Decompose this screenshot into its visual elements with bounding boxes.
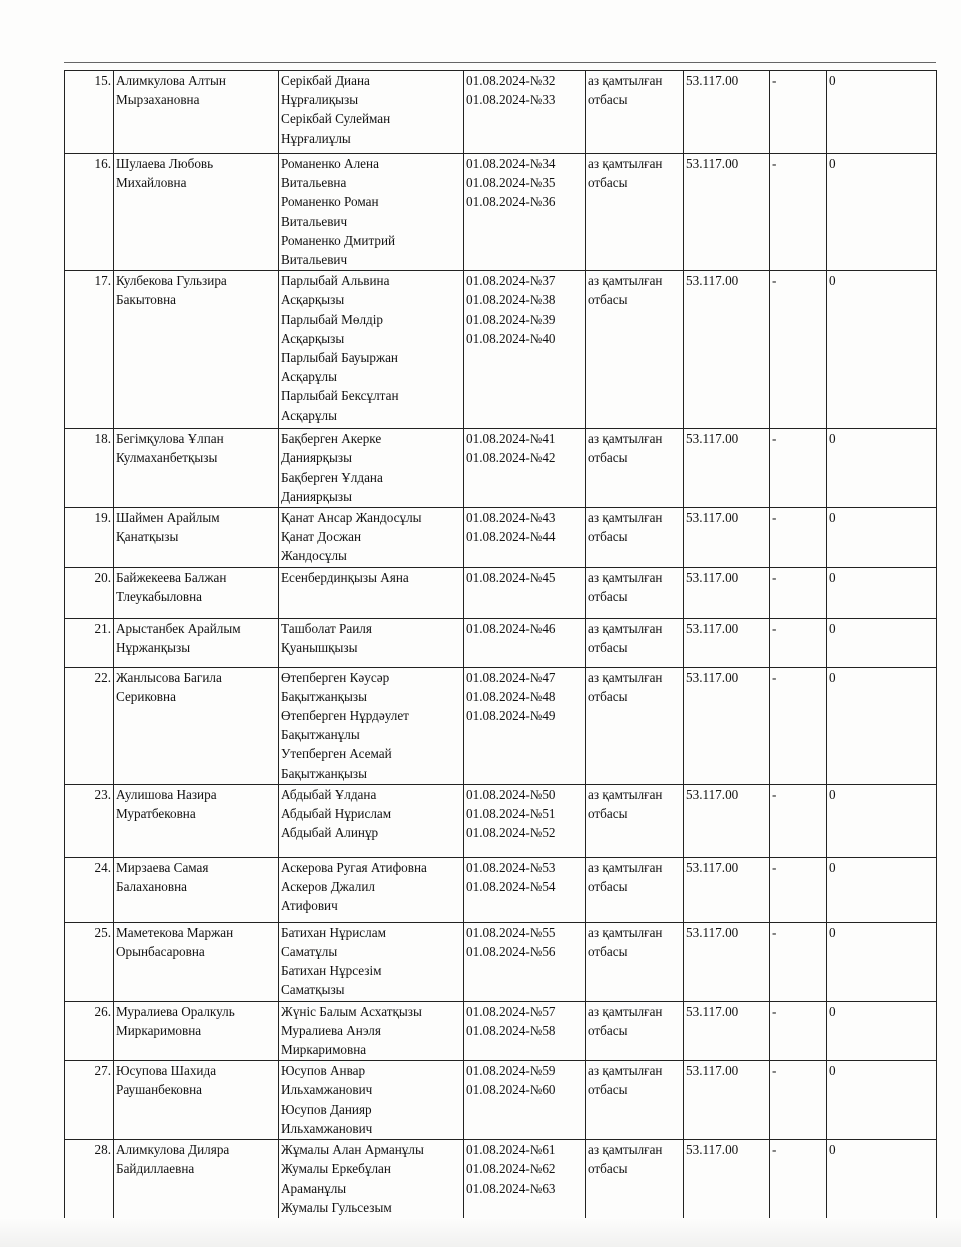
- decision-numbers-line: 01.08.2024-№58: [466, 1022, 556, 1038]
- benefit-amount: 53.117.00: [684, 271, 770, 429]
- decision-numbers-line: 01.08.2024-№62: [466, 1161, 556, 1177]
- children-names-line: Батихан Нұрислам: [281, 924, 386, 940]
- zero-value: 0: [827, 154, 937, 271]
- dash-value: -: [770, 154, 827, 271]
- dash-value: -: [770, 618, 827, 667]
- decision-numbers-line: 01.08.2024-№51: [466, 806, 556, 822]
- children-names-line: Өтепберген Нұрдәулет: [281, 708, 409, 724]
- row-number: 18.: [65, 429, 114, 508]
- family-status-line: аз қамтылған: [588, 1003, 663, 1019]
- children-names-line: Парлыбай Бауыржан: [281, 350, 398, 366]
- benefit-amount: 53.117.00: [684, 618, 770, 667]
- children-names: [279, 1061, 464, 1140]
- recipient-name-line: Нұржанқызы: [116, 639, 191, 655]
- decision-numbers-line: 01.08.2024-№32: [466, 73, 556, 88]
- recipient-name-line: Миркаримовна: [116, 1022, 202, 1038]
- dash-value: -: [770, 271, 827, 429]
- recipient-name-line: Бакытовна: [116, 292, 177, 308]
- children-names-line: Муралиева Анэля: [281, 1022, 381, 1038]
- children-names-line: Ильхамжанович: [281, 1082, 373, 1098]
- recipient-name: [114, 1001, 279, 1061]
- children-names-line: Бақберген Ұлдана: [281, 469, 383, 485]
- recipient-name-line: Мырзахановна: [116, 92, 200, 108]
- table-row: [65, 429, 937, 508]
- family-status-line: аз қамтылған: [588, 156, 663, 171]
- children-names-line: Утепберген Асемай: [281, 746, 392, 762]
- recipient-name: [114, 1061, 279, 1140]
- children-names-line: Миркаримовна: [281, 1042, 367, 1058]
- family-status: [586, 271, 684, 429]
- family-status-line: отбасы: [588, 450, 628, 466]
- decision-numbers: [464, 71, 586, 154]
- recipient-name: [114, 71, 279, 154]
- benefit-amount: 53.117.00: [684, 429, 770, 508]
- decision-numbers-line: 01.08.2024-№41: [466, 431, 556, 447]
- row-number: 28.: [65, 1140, 114, 1238]
- recipient-name: [114, 618, 279, 667]
- children-names-line: Бақытжанқызы: [281, 688, 367, 704]
- family-status-line: отбасы: [588, 588, 628, 604]
- children-names-line: Юсупов Данияр: [281, 1101, 372, 1117]
- recipient-name-line: Балахановна: [116, 879, 188, 895]
- family-status-line: отбасы: [588, 879, 628, 895]
- table-row: [65, 667, 937, 784]
- recipients-table: [64, 70, 937, 1238]
- children-names-line: Серікбай Сулейман: [281, 111, 391, 127]
- children-names-line: Қанат Досжан: [281, 529, 362, 545]
- zero-value: 0: [827, 922, 937, 1001]
- family-status: [586, 922, 684, 1001]
- decision-numbers-line: 01.08.2024-№46: [466, 620, 556, 636]
- family-status-line: отбасы: [588, 688, 628, 704]
- children-names: [279, 784, 464, 857]
- family-status: [586, 1061, 684, 1140]
- family-status-line: отбасы: [588, 292, 628, 308]
- table-row: [65, 154, 937, 271]
- row-number: 16.: [65, 154, 114, 271]
- row-number: 20.: [65, 567, 114, 618]
- decision-numbers-line: 01.08.2024-№39: [466, 311, 556, 327]
- children-names-line: Даниярқызы: [281, 450, 352, 466]
- recipient-name: [114, 429, 279, 508]
- family-status: [586, 1001, 684, 1061]
- children-names-line: Парлыбай Альвина: [281, 273, 390, 289]
- recipient-name-line: Сериковна: [116, 688, 176, 704]
- decision-numbers: [464, 667, 586, 784]
- dash-value: -: [770, 71, 827, 154]
- family-status-line: отбасы: [588, 175, 628, 191]
- decision-numbers-line: 01.08.2024-№35: [466, 175, 556, 191]
- benefit-amount: 53.117.00: [684, 1061, 770, 1140]
- recipient-name-line: Раушанбековна: [116, 1082, 203, 1098]
- family-status: [586, 508, 684, 568]
- family-status: [586, 857, 684, 922]
- zero-value: 0: [827, 508, 937, 568]
- decision-numbers-line: 01.08.2024-№63: [466, 1180, 556, 1196]
- dash-value: -: [770, 1001, 827, 1061]
- decision-numbers: [464, 508, 586, 568]
- table-row: [65, 1061, 937, 1140]
- recipient-name-line: Аулишова Назира: [116, 786, 217, 802]
- recipient-name-line: Бегімқулова Ұлпан: [116, 431, 224, 447]
- benefit-amount: 53.117.00: [684, 667, 770, 784]
- recipient-name-line: Юсупова Шахида: [116, 1063, 217, 1079]
- row-number: 17.: [65, 271, 114, 429]
- children-names-line: Бақберген Акерке: [281, 431, 382, 447]
- recipient-name-line: Маметекова Маржан: [116, 924, 234, 940]
- family-status-line: аз қамтылған: [588, 620, 663, 636]
- recipient-name-line: Байдиллаевна: [116, 1161, 195, 1177]
- children-names: [279, 567, 464, 618]
- row-number: 25.: [65, 922, 114, 1001]
- dash-value: -: [770, 508, 827, 568]
- family-status-line: аз қамтылған: [588, 1063, 663, 1079]
- children-names-line: Парлыбай Мөлдір: [281, 311, 384, 327]
- decision-numbers-line: 01.08.2024-№61: [466, 1142, 556, 1158]
- top-border-line: [64, 62, 936, 63]
- children-names-line: Есенбердинқызы Аяна: [281, 569, 409, 585]
- children-names: [279, 154, 464, 271]
- recipient-name: [114, 154, 279, 271]
- children-names-line: Батихан Нұрсезім: [281, 963, 382, 979]
- decision-numbers: [464, 1001, 586, 1061]
- recipient-name: [114, 784, 279, 857]
- table-row: [65, 1001, 937, 1061]
- decision-numbers-line: 01.08.2024-№57: [466, 1003, 556, 1019]
- children-names-line: Ильхамжанович: [281, 1120, 373, 1136]
- family-status-line: аз қамтылған: [588, 510, 663, 526]
- family-status-line: отбасы: [588, 944, 628, 960]
- children-names-line: Жумалы Еркебұлан: [281, 1161, 391, 1177]
- children-names-line: Аскеров Джалил: [281, 879, 375, 895]
- family-status-line: отбасы: [588, 529, 628, 545]
- recipient-name: [114, 667, 279, 784]
- children-names-line: Витальевич: [281, 213, 348, 229]
- family-status-line: аз қамтылған: [588, 431, 663, 447]
- children-names-line: Витальевна: [281, 175, 347, 191]
- recipient-name-line: Михайловна: [116, 175, 187, 191]
- zero-value: 0: [827, 1140, 937, 1238]
- children-names: [279, 271, 464, 429]
- table-row: [65, 271, 937, 429]
- children-names-line: Қанат Ансар Жандосұлы: [281, 510, 422, 526]
- decision-numbers: [464, 567, 586, 618]
- benefit-amount: 53.117.00: [684, 857, 770, 922]
- decision-numbers-line: 01.08.2024-№42: [466, 450, 556, 466]
- children-names-line: Нұрғалиұлы: [281, 130, 351, 146]
- children-names-line: Атифович: [281, 898, 338, 914]
- children-names-line: Араманұлы: [281, 1180, 347, 1196]
- children-names-line: Романенко Алена: [281, 156, 379, 171]
- children-names-line: Жұмалы Алан Арманұлы: [281, 1142, 424, 1158]
- decision-numbers-line: 01.08.2024-№34: [466, 156, 556, 171]
- family-status-line: аз қамтылған: [588, 669, 663, 685]
- table-row: [65, 508, 937, 568]
- decision-numbers: [464, 271, 586, 429]
- decision-numbers: [464, 1061, 586, 1140]
- family-status-line: отбасы: [588, 92, 628, 108]
- zero-value: 0: [827, 71, 937, 154]
- family-status: [586, 429, 684, 508]
- decision-numbers-line: 01.08.2024-№52: [466, 825, 556, 841]
- zero-value: 0: [827, 618, 937, 667]
- zero-value: 0: [827, 429, 937, 508]
- recipient-name-line: Тлеукабыловна: [116, 588, 203, 604]
- table-row: [65, 857, 937, 922]
- zero-value: 0: [827, 667, 937, 784]
- children-names-line: Парлыбай Бексұлтан: [281, 388, 399, 404]
- zero-value: 0: [827, 857, 937, 922]
- decision-numbers-line: 01.08.2024-№49: [466, 708, 556, 724]
- children-names-line: Асқарұлы: [281, 407, 337, 423]
- children-names-line: Абдыбай Ұлдана: [281, 786, 377, 802]
- recipient-name-line: Арыстанбек Арайлым: [116, 620, 241, 636]
- dash-value: -: [770, 667, 827, 784]
- decision-numbers-line: 01.08.2024-№45: [466, 569, 556, 585]
- children-names-line: Юсупов Анвар: [281, 1063, 366, 1079]
- recipient-name-line: Муралиева Оралкуль: [116, 1003, 235, 1019]
- decision-numbers-line: 01.08.2024-№48: [466, 688, 556, 704]
- family-status: [586, 667, 684, 784]
- row-number: 15.: [65, 71, 114, 154]
- family-status-line: аз қамтылған: [588, 1142, 663, 1158]
- dash-value: -: [770, 429, 827, 508]
- family-status: [586, 71, 684, 154]
- children-names-line: Асқарұлы: [281, 369, 337, 385]
- row-number: 19.: [65, 508, 114, 568]
- children-names: [279, 429, 464, 508]
- children-names-line: Өтепберген Кәусәр: [281, 669, 390, 685]
- decision-numbers-line: 01.08.2024-№59: [466, 1063, 556, 1079]
- children-names-line: Абдыбай Алинұр: [281, 825, 379, 841]
- dash-value: -: [770, 567, 827, 618]
- children-names-line: Романенко Роман: [281, 194, 379, 210]
- children-names: [279, 922, 464, 1001]
- family-status-line: отбасы: [588, 806, 628, 822]
- decision-numbers-line: 01.08.2024-№55: [466, 924, 556, 940]
- children-names: [279, 508, 464, 568]
- zero-value: 0: [827, 567, 937, 618]
- zero-value: 0: [827, 271, 937, 429]
- decision-numbers: [464, 922, 586, 1001]
- dash-value: -: [770, 857, 827, 922]
- family-status-line: отбасы: [588, 639, 628, 655]
- children-names-line: Абдыбай Нұрислам: [281, 806, 392, 822]
- recipient-name-line: Мирзаева Самая: [116, 859, 209, 875]
- family-status: [586, 784, 684, 857]
- row-number: 26.: [65, 1001, 114, 1061]
- dash-value: -: [770, 922, 827, 1001]
- benefit-amount: 53.117.00: [684, 1140, 770, 1238]
- children-names-line: Ташболат Раиля: [281, 620, 372, 636]
- recipient-name-line: Орынбасаровна: [116, 944, 205, 960]
- benefit-amount: 53.117.00: [684, 508, 770, 568]
- recipient-name: [114, 271, 279, 429]
- recipient-name-line: Шаймен Арайлым: [116, 510, 220, 526]
- benefit-amount: 53.117.00: [684, 154, 770, 271]
- recipient-name-line: Шулаева Любовь: [116, 156, 214, 171]
- decision-numbers-line: 01.08.2024-№47: [466, 669, 556, 685]
- children-names-line: Серікбай Диана: [281, 73, 370, 88]
- children-names-line: Витальевич: [281, 252, 348, 268]
- family-status-line: аз қамтылған: [588, 786, 663, 802]
- decision-numbers-line: 01.08.2024-№54: [466, 879, 556, 895]
- recipient-name-line: Муратбековна: [116, 806, 196, 822]
- family-status: [586, 618, 684, 667]
- decision-numbers-line: 01.08.2024-№44: [466, 529, 556, 545]
- recipient-name-line: Кулмаханбетқызы: [116, 450, 218, 466]
- decision-numbers-line: 01.08.2024-№38: [466, 292, 556, 308]
- recipient-name-line: Кулбекова Гульзира: [116, 273, 227, 289]
- recipient-name: [114, 508, 279, 568]
- family-status: [586, 567, 684, 618]
- table-row: [65, 567, 937, 618]
- zero-value: 0: [827, 784, 937, 857]
- benefit-amount: 53.117.00: [684, 71, 770, 154]
- children-names-line: Жандосұлы: [281, 548, 347, 564]
- children-names-line: Романенко Дмитрий: [281, 232, 396, 248]
- decision-numbers-line: 01.08.2024-№36: [466, 194, 556, 210]
- decision-numbers-line: 01.08.2024-№40: [466, 330, 556, 346]
- decision-numbers-line: 01.08.2024-№50: [466, 786, 556, 802]
- family-status-line: аз қамтылған: [588, 569, 663, 585]
- recipient-name: [114, 567, 279, 618]
- row-number: 21.: [65, 618, 114, 667]
- decision-numbers-line: 01.08.2024-№33: [466, 92, 556, 108]
- children-names-line: Саматұлы: [281, 944, 338, 960]
- family-status: [586, 154, 684, 271]
- family-status-line: отбасы: [588, 1161, 628, 1177]
- benefit-amount: 53.117.00: [684, 922, 770, 1001]
- children-names: [279, 667, 464, 784]
- recipient-name-line: Жанлысова Багила: [116, 669, 222, 685]
- row-number: 24.: [65, 857, 114, 922]
- table-row: [65, 784, 937, 857]
- recipient-name-line: Алимкулова Алтын: [116, 73, 226, 88]
- children-names: [279, 857, 464, 922]
- recipient-name-line: Қанатқызы: [116, 529, 179, 545]
- family-status-line: отбасы: [588, 1082, 628, 1098]
- children-names-line: Нұрғалиқызы: [281, 92, 359, 108]
- decision-numbers: [464, 429, 586, 508]
- children-names: [279, 618, 464, 667]
- row-number: 22.: [65, 667, 114, 784]
- children-names-line: Қуанышқызы: [281, 639, 358, 655]
- family-status-line: аз қамтылған: [588, 273, 663, 289]
- children-names-line: Асқарқызы: [281, 292, 345, 308]
- children-names-line: Даниярқызы: [281, 488, 352, 504]
- recipient-name: [114, 922, 279, 1001]
- family-status-line: отбасы: [588, 1022, 628, 1038]
- children-names-line: Саматқызы: [281, 982, 345, 998]
- table-row: [65, 922, 937, 1001]
- table-row: [65, 618, 937, 667]
- children-names: [279, 1001, 464, 1061]
- children-names-line: Жумалы Гульсезым: [281, 1199, 392, 1215]
- dash-value: -: [770, 1061, 827, 1140]
- benefit-amount: 53.117.00: [684, 784, 770, 857]
- children-names-line: Аскерова Ругая Атифовна: [281, 859, 427, 875]
- row-number: 27.: [65, 1061, 114, 1140]
- page-bottom-edge: [0, 1218, 961, 1247]
- zero-value: 0: [827, 1061, 937, 1140]
- children-names: [279, 71, 464, 154]
- dash-value: -: [770, 784, 827, 857]
- family-status-line: аз қамтылған: [588, 924, 663, 940]
- table-row: [65, 71, 937, 154]
- children-names-line: Бақытжанұлы: [281, 727, 360, 743]
- dash-value: -: [770, 1140, 827, 1238]
- decision-numbers: [464, 857, 586, 922]
- family-status-line: аз қамтылған: [588, 73, 663, 88]
- zero-value: 0: [827, 1001, 937, 1061]
- decision-numbers: [464, 618, 586, 667]
- family-status-line: аз қамтылған: [588, 859, 663, 875]
- decision-numbers-line: 01.08.2024-№37: [466, 273, 556, 289]
- benefit-amount: 53.117.00: [684, 1001, 770, 1061]
- decision-numbers: [464, 154, 586, 271]
- recipient-name-line: Байжекеева Балжан: [116, 569, 227, 585]
- children-names-line: Жүніс Балым Асхатқызы: [281, 1003, 422, 1019]
- decision-numbers: [464, 784, 586, 857]
- row-number: 23.: [65, 784, 114, 857]
- decision-numbers-line: 01.08.2024-№60: [466, 1082, 556, 1098]
- benefit-amount: 53.117.00: [684, 567, 770, 618]
- decision-numbers-line: 01.08.2024-№53: [466, 859, 556, 875]
- table-body: [65, 71, 937, 1238]
- decision-numbers-line: 01.08.2024-№56: [466, 944, 556, 960]
- recipient-name-line: Алимкулова Диляра: [116, 1142, 230, 1158]
- decision-numbers-line: 01.08.2024-№43: [466, 510, 556, 526]
- recipient-name: [114, 857, 279, 922]
- children-names-line: Асқарқызы: [281, 330, 345, 346]
- children-names-line: Бақытжанқызы: [281, 765, 367, 781]
